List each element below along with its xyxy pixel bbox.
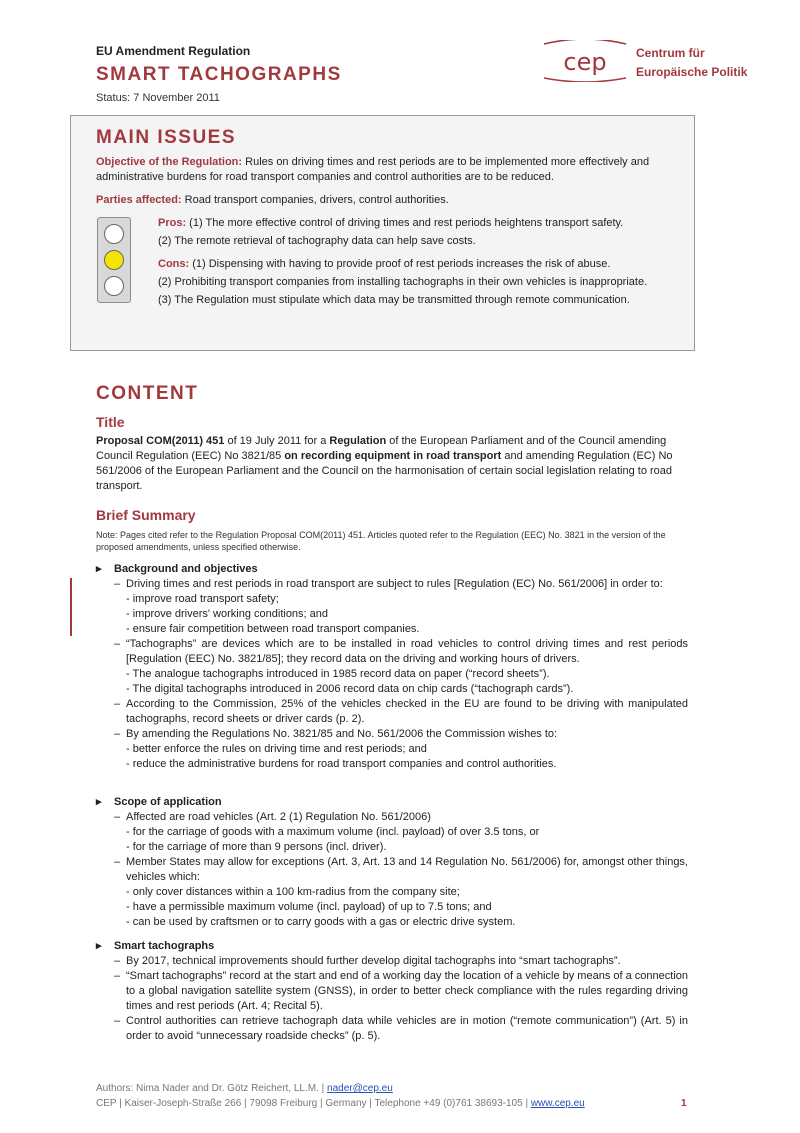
traffic-light-top-lamp: [104, 224, 124, 244]
parties-label: Parties affected:: [96, 194, 182, 206]
list-item: – Affected are road vehicles (Art. 2 (1) Regulation No. 561/2006) - for the carriage of goods with a maximum volume (incl. payload) of over 3.5 tons, or - for the carriage of more than 9 persons (incl. driver).: [114, 810, 688, 855]
section-smart-tachographs: [96, 939, 688, 1044]
list-item: – “Smart tachographs” record at the start and end of a working day the location of a vehicle by means of a connection to a global navigation satellite system (GNSS), in order to better check compliance with the rules regarding driving times and rest periods (Art. 4; Recital 5).: [114, 969, 688, 1014]
cons-label: Cons:: [158, 258, 190, 270]
organisation-line-1: Centrum für: [636, 46, 705, 60]
pros-item: (1) The more effective control of driving times and rest periods heightens transport safety.: [186, 217, 624, 229]
website-link[interactable]: www.cep.eu: [530, 1098, 585, 1109]
sub-item: - for the carriage of more than 9 persons (incl. driver).: [126, 841, 387, 853]
organisation-line-2: Europäische Politik: [636, 65, 748, 79]
main-issues-title: MAIN ISSUES: [96, 127, 237, 148]
sub-item: - for the carriage of goods with a maximum volume (incl. payload) of over 3.5 tons, or: [126, 826, 540, 838]
proposal-reference: Proposal COM(2011) 451: [96, 435, 225, 447]
page-number: 1: [681, 1098, 687, 1109]
title-paragraph: [96, 434, 686, 494]
traffic-light-icon: [97, 217, 131, 303]
sub-item: - The digital tachographs introduced in 2006 record data on chip cards (“tachograph cards”).: [126, 683, 574, 695]
list-item: – “Tachographs” are devices which are to be installed in road vehicles to control driving times and rest periods [Regulation (EEC) No. 3821/85]; they record data on the driving and working hours of drivers. - The analogue tachographs introduced in 1985 record data on paper (“record sheets”). - The digital tachographs introduced in 2006 record data on chip cards (“tachograph cards”).: [114, 637, 688, 697]
list-item: – By 2017, technical improvements should further develop digital tachographs into “smart tachographs”.: [114, 954, 688, 969]
traffic-light-middle-lamp: [104, 250, 124, 270]
sub-item: - can be used by craftsmen or to carry goods with a gas or electric drive system.: [126, 916, 516, 928]
organisation-name: [636, 44, 747, 82]
title-text: of the European Parliament and of the Council amending Council Regulation (EEC) No 3821/85: [96, 435, 667, 462]
title-text: of 19 July 2011 for a: [224, 435, 330, 447]
objective-text: Rules on driving times and rest periods are to be implemented more effectively and administrative burdens for road transport companies and control authorities are to be reduced.: [96, 156, 650, 183]
objective-label: Objective of the Regulation:: [96, 156, 243, 168]
regulation-term: Regulation: [329, 435, 387, 447]
sub-item: - better enforce the rules on driving time and rest periods; and: [126, 743, 427, 755]
pros-label: Pros:: [158, 217, 187, 229]
margin-marker: [70, 578, 72, 636]
cep-logo: [540, 40, 630, 82]
pros-block: [158, 216, 680, 252]
section-scope-of-application: [96, 795, 688, 930]
section-heading: ▸ Scope of application: [96, 795, 688, 810]
section-heading: ▸ Smart tachographs: [96, 939, 688, 954]
status-date: Status: 7 November 2011: [96, 92, 220, 104]
sub-item: - only cover distances within a 100 km-radius from the company site;: [126, 886, 460, 898]
list-item: – By amending the Regulations No. 3821/85 and No. 561/2006 the Commission wishes to: - better enforce the rules on driving time and rest periods; and - reduce the administrative burdens for road transport companies and control authorities.: [114, 727, 688, 772]
cons-block: [158, 257, 680, 311]
pros-item: (2) The remote retrieval of tachography data can help save costs.: [158, 235, 476, 247]
cons-item: (3) The Regulation must stipulate which data may be transmitted through remote communication.: [158, 294, 630, 306]
sub-item: - improve drivers' working conditions; and: [126, 608, 329, 620]
summary-note: Note: Pages cited refer to the Regulation Proposal COM(2011) 451. Articles quoted refer to the Regulation (EEC) No. 3821 in the version of the proposed amendments, unless specified otherwise.: [96, 530, 666, 552]
cons-item: (1) Dispensing with having to provide proof of rest periods increases the risk of abuse.: [189, 258, 611, 270]
recording-equipment-term: on recording equipment in road transport: [284, 450, 502, 462]
footer-authors: Authors: Nima Nader and Dr. Götz Reichert, LL.M. | nader@cep.eu: [96, 1083, 393, 1094]
sub-item: - ensure fair competition between road transport companies.: [126, 623, 420, 635]
list-item: – Driving times and rest periods in road transport are subject to rules [Regulation (EC) No. 561/2006] in order to: - improve road transport safety; - improve drivers' working conditions; and - ensure fair competition between road transport companies.: [114, 577, 688, 637]
section-heading: ▸ Background and objectives: [96, 562, 688, 577]
section-background-objectives: [96, 562, 688, 772]
sub-item: - The analogue tachographs introduced in 1985 record data on paper (“record sheets”).: [126, 668, 550, 680]
document-type-label: EU Amendment Regulation: [96, 44, 251, 58]
sub-item: - have a permissible maximum volume (incl. payload) of up to 7.5 tons; and: [126, 901, 492, 913]
objective-paragraph: [96, 155, 686, 185]
sub-item: - improve road transport safety;: [126, 593, 279, 605]
cons-item: (2) Prohibiting transport companies from installing tachographs in their own vehicles is inappropriate.: [158, 276, 648, 288]
author-email-link[interactable]: nader@cep.eu: [327, 1083, 393, 1094]
list-item: – According to the Commission, 25% of the vehicles checked in the EU are found to be driving with manipulated tachographs, record sheets or driver cards (p. 2).: [114, 697, 688, 727]
logo-text: cep: [563, 48, 607, 76]
title-heading: Title: [96, 414, 125, 430]
parties-paragraph: [96, 193, 686, 208]
content-title: CONTENT: [96, 383, 199, 404]
title-text: and amending Regulation (EC) No 561/2006 of the European Parliament and the Council on the harmonisation of certain social legislation relating to road transport.: [96, 450, 673, 492]
brief-summary-heading: Brief Summary: [96, 507, 196, 523]
parties-text: Road transport companies, drivers, control authorities.: [181, 194, 449, 206]
list-item: – Control authorities can retrieve tachograph data while vehicles are in motion (“remote communication”) (Art. 5) in order to avoid “unnecessary roadside checks” (p. 5).: [114, 1014, 688, 1044]
list-item: – Member States may allow for exceptions (Art. 3, Art. 13 and 14 Regulation No. 561/2006) for, amongst other things, vehicles which: - only cover distances within a 100 km-radius from the company site; - have a permissible maximum volume (incl. payload) of up to 7.5 tons; and - can be used by craftsmen or to carry goods with a gas or electric drive system.: [114, 855, 688, 930]
sub-item: - reduce the administrative burdens for road transport companies and control authorities.: [126, 758, 557, 770]
traffic-light-bottom-lamp: [104, 276, 124, 296]
document-title: SMART TACHOGRAPHS: [96, 64, 342, 85]
footer-address: CEP | Kaiser-Joseph-Straße 266 | 79098 Freiburg | Germany | Telephone +49 (0)761 38693-105 | www.cep.eu: [96, 1098, 585, 1109]
